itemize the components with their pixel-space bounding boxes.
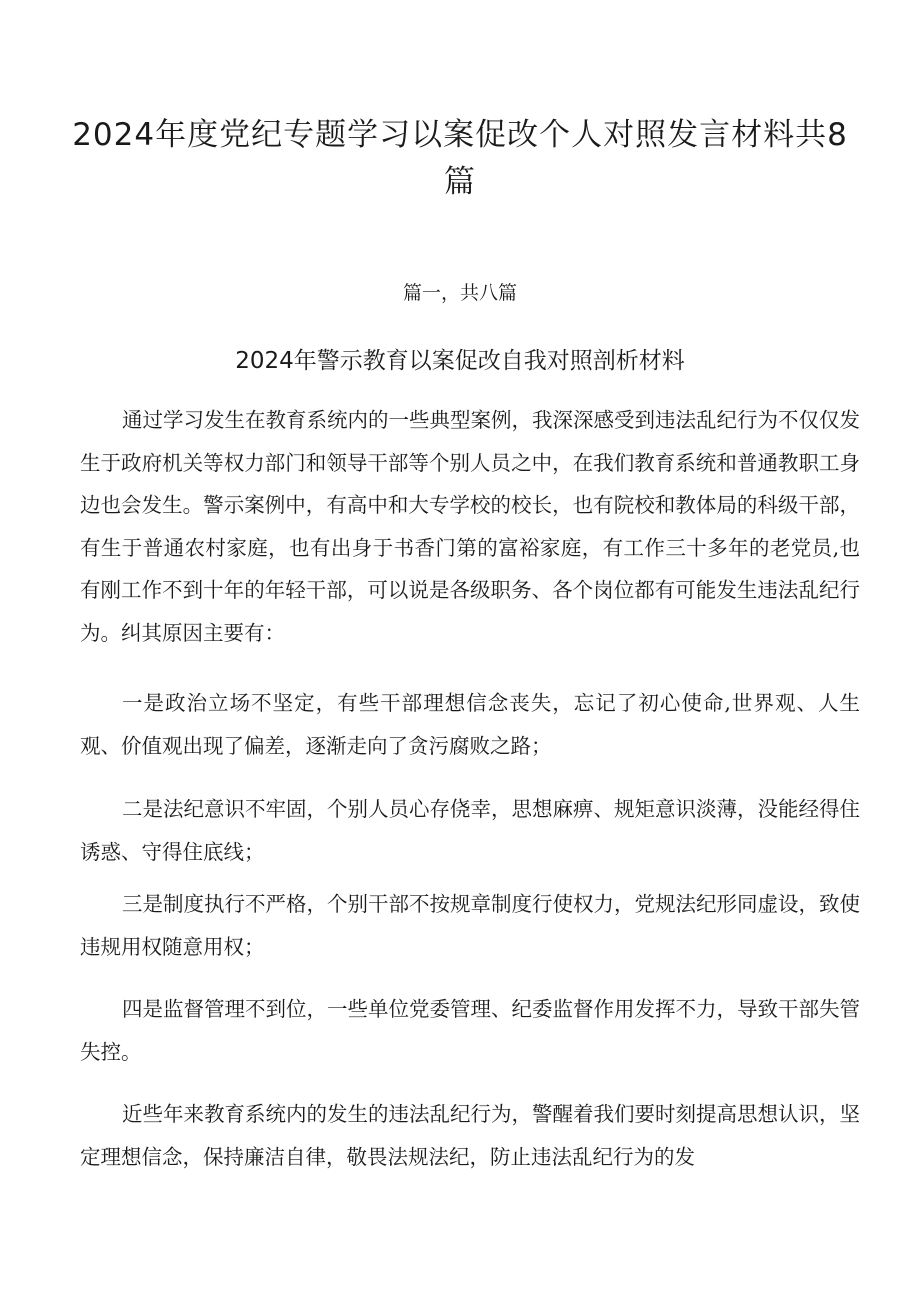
paragraph-reason-1: 一是政治立场不坚定，有些干部理想信念丧失，忘记了初心使命,世界观、人生观、价值观出现了偏差，逐渐走向了贪污腐败之路； <box>80 691 860 758</box>
paragraph-reason-4: 四是监督管理不到位，一些单位党委管理、纪委监督作用发挥不力，导致干部失管失控。 <box>80 997 860 1064</box>
document-title: 2024年度党纪专题学习以案促改个人对照发言材料共8篇 <box>72 117 848 200</box>
paragraph-reason-3: 三是制度执行不严格，个别干部不按规章制度行使权力，党规法纪形同虚设，致使违规用权随意用权； <box>80 892 860 959</box>
paragraph-conclusion: 近些年来教育系统内的发生的违法乱纪行为，警醒着我们要时刻提高思想认识，坚定理想信念，保持廉洁自律，敬畏法规法纪，防止违法乱纪行为的发 <box>80 1102 860 1169</box>
paragraph-reason-2: 二是法纪意识不牢固，个别人员心存侥幸，思想麻痹、规矩意识淡薄，没能经得住诱惑、守得住底线； <box>80 797 860 864</box>
paragraph-intro: 通过学习发生在教育系统内的一些典型案例，我深深感受到违法乱纪行为不仅仅发生于政府机关等权力部门和领导干部等个别人员之中，在我们教育系统和普通教职工身边也会发生。警示案例中，有高中和大专学校的校长，也有院校和教体局的科级干部，有生于普通农村家庭，也有出身于书香门第的富裕家庭，有工作三十多年的老党员,也有刚工作不到十年的年轻干部，可以说是各级职务、各个岗位都有可能发生违法乱纪行为。纠其原因主要有： <box>80 408 860 645</box>
section-title: 2024年警示教育以案促改自我对照剖析材料 <box>235 348 685 374</box>
section-label: 篇一，共八篇 <box>402 282 517 304</box>
